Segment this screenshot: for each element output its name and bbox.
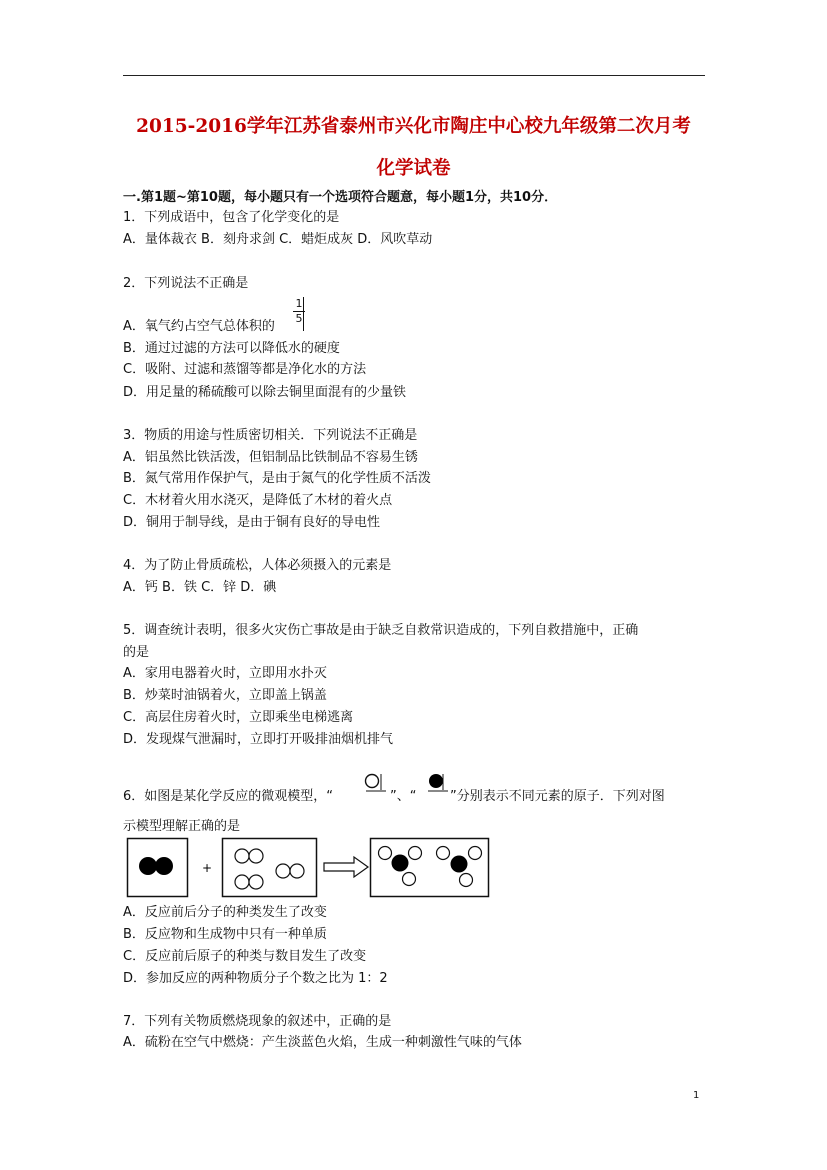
white-atom xyxy=(460,874,473,887)
q6-stem-part1: 6．如图是某化学反应的微观模型，“ xyxy=(123,789,334,804)
q4-options: A．钙 B．铁 C．锌 D．碘 xyxy=(123,580,277,595)
black-atom xyxy=(451,856,468,873)
white-atom xyxy=(437,847,450,860)
fraction-side-bar xyxy=(303,297,304,331)
q2-option-d: D．用足量的稀硫酸可以除去铜里面混有的少量铁 xyxy=(123,385,407,400)
q3-stem: 3．物质的用途与性质密切相关．下列说法不正确是 xyxy=(123,428,418,443)
q2-option-b: B．通过过滤的方法可以降低水的硬度 xyxy=(123,341,340,356)
white-atom xyxy=(235,875,249,889)
white-atom xyxy=(249,849,263,863)
q6-option-d: D．参加反应的两种物质分子个数之比为 1：2 xyxy=(123,971,388,986)
q6-stem-line2: 示模型理解正确的是 xyxy=(123,819,241,834)
q5-option-a: A．家用电器着火时，立即用水扑灭 xyxy=(123,666,327,681)
black-atom xyxy=(392,855,409,872)
q3-option-a: A．铝虽然比铁活泼，但铝制品比铁制品不容易生锈 xyxy=(123,450,418,465)
q5-stem-line2: 的是 xyxy=(123,645,150,660)
white-atom xyxy=(409,847,422,860)
plus-sign: + xyxy=(202,861,213,875)
black-atom xyxy=(155,857,173,875)
q5-option-c: C．高层住房着火时，立即乘坐电梯逃离 xyxy=(123,710,354,725)
fraction-one-fifth xyxy=(293,297,305,326)
black-atom-legend-icon xyxy=(426,772,450,796)
white-atom xyxy=(249,875,263,889)
white-atom xyxy=(469,847,482,860)
q1-options: A．量体裁衣 B．刻舟求剑 C．蜡炬成灰 D．风吹草动 xyxy=(123,232,433,247)
section-heading: 一.第1题~第10题，每小题只有一个选项符合题意，每小题1分，共10分． xyxy=(123,190,558,205)
q2-option-a: A．氧气约占空气总体积的 xyxy=(123,319,275,334)
q2-option-c: C．吸附、过滤和蒸馏等都是净化水的方法 xyxy=(123,362,367,377)
q7-option-a: A．硫粉在空气中燃烧：产生淡蓝色火焰，生成一种刺激性气味的气体 xyxy=(123,1035,522,1050)
q6-stem-part3: ”分别表示不同元素的原子．下列对图 xyxy=(450,789,665,804)
reaction-arrow-icon xyxy=(324,857,368,877)
white-atom xyxy=(379,847,392,860)
q5-stem-line1: 5．调查统计表明，很多火灾伤亡事故是由于缺乏自救常识造成的，下列自救措施中，正确 xyxy=(123,623,639,638)
page-number: 1 xyxy=(693,1090,700,1101)
q2-stem: 2．下列说法不正确是 xyxy=(123,276,249,291)
q7-stem: 7．下列有关物质燃烧现象的叙述中，正确的是 xyxy=(123,1014,392,1029)
q6-option-c: C．反应前后原子的种类与数目发生了改变 xyxy=(123,949,367,964)
q3-option-b: B．氮气常用作保护气，是由于氮气的化学性质不活泼 xyxy=(123,471,431,486)
q1-stem: 1．下列成语中，包含了化学变化的是 xyxy=(123,210,340,225)
white-atom xyxy=(290,864,304,878)
black-atom xyxy=(139,857,157,875)
white-atom-legend-icon xyxy=(364,772,388,796)
fraction-denominator: 5 xyxy=(293,311,305,326)
white-atom xyxy=(276,864,290,878)
white-atom xyxy=(403,873,416,886)
fraction-numerator: 1 xyxy=(295,297,303,310)
header-rule xyxy=(123,75,705,76)
q6-option-a: A．反应前后分子的种类发生了改变 xyxy=(123,905,327,920)
q5-option-d: D．发现煤气泄漏时，立即打开吸排油烟机排气 xyxy=(123,732,394,747)
document-title: 2015-2016学年江苏省泰州市兴化市陶庄中心校九年级第二次月考 xyxy=(136,116,691,137)
q3-option-d: D．铜用于制导线，是由于铜有良好的导电性 xyxy=(123,515,381,530)
reaction-diagram xyxy=(126,836,492,900)
q6-stem-part2: ”、“ xyxy=(390,789,417,804)
q5-option-b: B．炒菜时油锅着火，立即盖上锅盖 xyxy=(123,688,327,703)
q3-option-c: C．木材着火用水浇灭，是降低了木材的着火点 xyxy=(123,493,393,508)
white-atom xyxy=(235,849,249,863)
document-subtitle: 化学试卷 xyxy=(376,158,451,179)
q4-stem: 4．为了防止骨质疏松，人体必须摄入的元素是 xyxy=(123,558,392,573)
q6-option-b: B．反应物和生成物中只有一种单质 xyxy=(123,927,327,942)
